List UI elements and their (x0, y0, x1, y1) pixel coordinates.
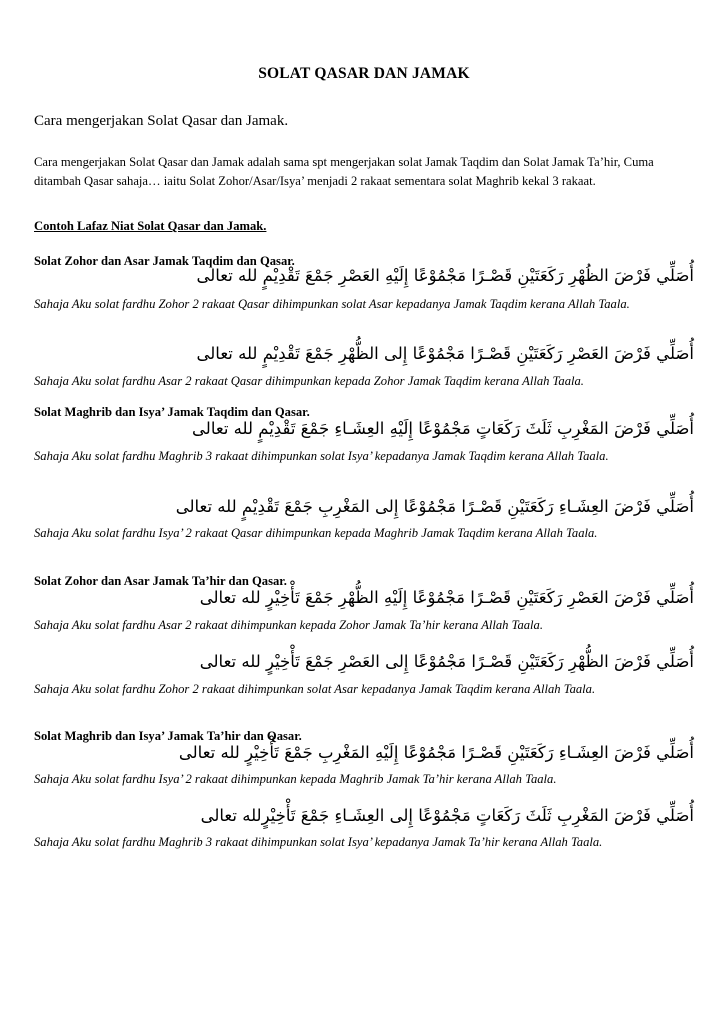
niat-arabic-isya-taqdim: أُصَلِّي فَرْضَ العِشَـاءِ رَكَعَتَيْنِ قَصْـرًا مَجْمُوْعًا إِلى المَغْرِبِ جَمْعَ تَقْدِيْمٍ لله تعالى (175, 497, 694, 516)
niat-translation-asar-tahir: Sahaja Aku solat fardhu Asar 2 rakaat dihimpunkan kepada Zohor Jamak Ta’hir kerana Allah Taala. (34, 618, 544, 632)
intro-paragraph: Cara mengerjakan Solat Qasar dan Jamak adalah sama spt mengerjakan solat Jamak Taqdim dan Solat Jamak Ta’hir, Cuma ditambah Qasar sahaja… iaitu Solat Zohor/Asar/Isya’ menjadi 2 rakaat sementara solat Maghrib kekal 3 rakaat. (34, 155, 654, 188)
contoh-lafaz-heading: Contoh Lafaz Niat Solat Qasar dan Jamak. (34, 219, 267, 233)
niat-arabic-asar-tahir: أُصَلِّي فَرْضَ العَصْرِ رَكَعَتَيْنِ قَصْـرًا مَجْمُوْعًا إِلَيْهِ الظُّهْرِ جَمْعَ تَأْخِيْرٍ لله تعالى (199, 588, 694, 607)
niat-arabic-asar-taqdim: أُصَلِّي فَرْضَ العَصْرِ رَكَعَتَيْنِ قَصْـرًا مَجْمُوْعًا إِلى الظُّهْرِ جَمْعَ تَقْدِيْمٍ لله تعالى (196, 344, 694, 363)
niat-arabic-maghrib-tahir: أُصَلِّي فَرْضَ المَغْرِبِ ثَلَثَ رَكَعَاتٍ مَجْمُوْعًا إِلى العِشَـاءِ جَمْعَ تَأْخِيْرٍلله تعالى (200, 806, 694, 825)
niat-arabic-zohor-tahir: أُصَلِّي فَرْضَ الظُّهْرِ رَكَعَتَيْنِ قَصْـرًا مَجْمُوْعًا إِلى العَصْرِ جَمْعَ تَأْخِيْرٍ لله تعالى (199, 652, 694, 671)
niat-arabic-zohor-taqdim: أُصَلِّي فَرْضَ الظُهْرِ رَكَعَتَيْنِ قَصْـرًا مَجْمُوْعًا إِلَيْهِ العَصْرِ جَمْعَ تَقْدِيْمٍ لله تعالى (196, 266, 694, 285)
section-heading-maghrib-isya-taqdim: Solat Maghrib dan Isya’ Jamak Taqdim dan Qasar. (34, 405, 310, 419)
niat-translation-maghrib-taqdim: Sahaja Aku solat fardhu Maghrib 3 rakaat dihimpunkan solat Isya’ kepadanya Jamak Taqdim kerana Allah Taala. (34, 449, 609, 463)
niat-arabic-isya-tahir: أُصَلِّي فَرْضَ العِشَـاءِ رَكَعَتَيْنِ قَصْـرًا مَجْمُوْعًا إِلَيْهِ المَغْرِبِ جَمْعَ تَأْخِيْرٍ لله تعالى (178, 743, 694, 762)
niat-arabic-maghrib-taqdim: أُصَلِّي فَرْضَ المَغْرِبِ ثَلَثَ رَكَعَاتٍ مَجْمُوْعًا إِلَيْهِ العِشَـاءِ جَمْعَ تَقْدِيْمٍ لله تعالى (192, 419, 694, 438)
niat-translation-isya-taqdim: Sahaja Aku solat fardhu Isya’ 2 rakaat Qasar dihimpunkan kepada Maghrib Jamak Taqdim kerana Allah Taala. (34, 526, 598, 540)
section-heading-maghrib-isya-tahir: Solat Maghrib dan Isya’ Jamak Ta’hir dan Qasar. (34, 729, 302, 743)
section-heading-zohor-asar-taqdim: Solat Zohor dan Asar Jamak Taqdim dan Qasar. (34, 254, 295, 268)
section-heading-zohor-asar-tahir: Solat Zohor dan Asar Jamak Ta’hir dan Qasar. (34, 574, 287, 588)
niat-translation-maghrib-tahir: Sahaja Aku solat fardhu Maghrib 3 rakaat dihimpunkan solat Isya’ kepadanya Jamak Ta’hir kerana Allah Taala. (34, 835, 603, 849)
niat-translation-asar-taqdim: Sahaja Aku solat fardhu Asar 2 rakaat Qasar dihimpunkan kepada Zohor Jamak Taqdim kerana Allah Taala. (34, 374, 584, 388)
niat-translation-zohor-tahir: Sahaja Aku solat fardhu Zohor 2 rakaat dihimpunkan solat Asar kepadanya Jamak Taqdim kerana Allah Taala. (34, 682, 596, 696)
page-title: SOLAT QASAR DAN JAMAK (258, 65, 470, 82)
subtitle: Cara mengerjakan Solat Qasar dan Jamak. (34, 113, 289, 129)
niat-translation-isya-tahir: Sahaja Aku solat fardhu Isya’ 2 rakaat dihimpunkan kepada Maghrib Jamak Ta’hir kerana Allah Taala. (34, 772, 557, 786)
niat-translation-zohor-taqdim: Sahaja Aku solat fardhu Zohor 2 rakaat Qasar dihimpunkan solat Asar kepadanya Jamak Taqdim kerana Allah Taala. (34, 297, 630, 311)
